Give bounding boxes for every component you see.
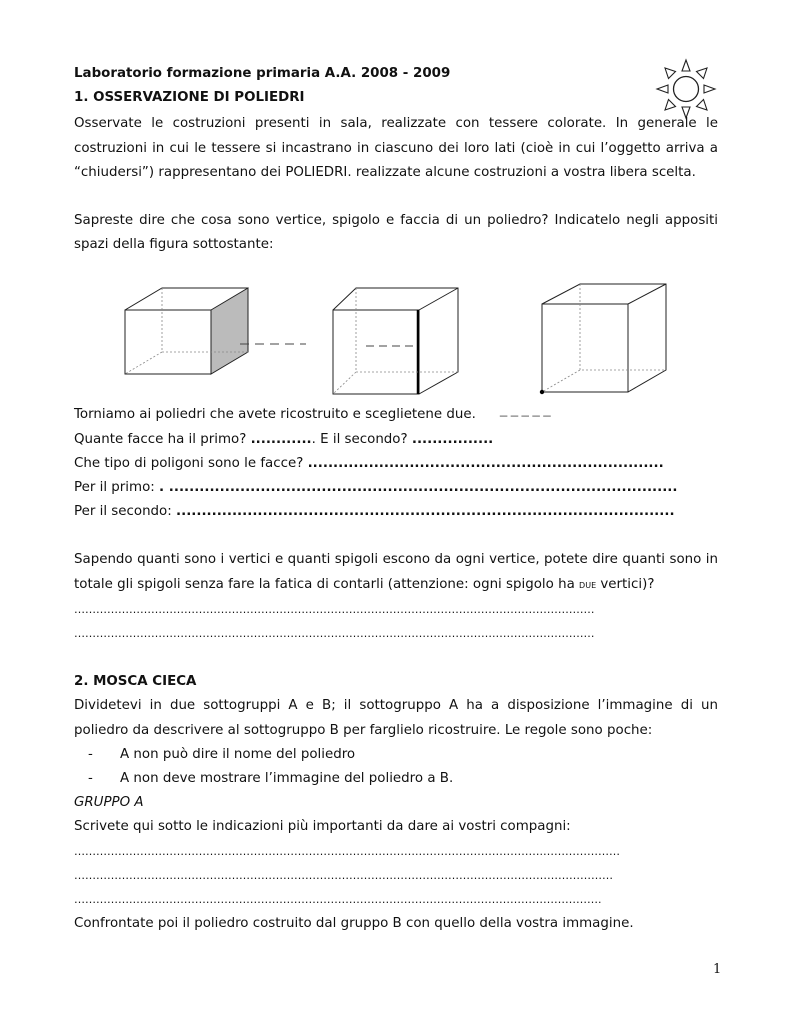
cube-bold-edge-icon [333, 288, 458, 394]
answer-line[interactable]: …………………………………………………………………………………………………….……………………… [74, 627, 595, 641]
group-instruction: Scrivete qui sotto le indicazioni più importanti da dare ai vostri compagni: [74, 819, 571, 835]
page-number: 1 [713, 962, 722, 977]
section-1-intro: Osservate le costruzioni presenti in sala, realizzate con tessere colorate. In generale le costruzioni in cui le tessere si incastrano in ciascuno dei loro lati (cioè in cui l’oggetto arriva a “chiudersi”) rappresentano dei POLIEDRI. realizzate alcune costruzioni a vostra libera scelta. [74, 116, 718, 180]
section-2-heading: 2. MOSCA CIECA [74, 674, 197, 690]
question-faces: Quante facce ha il primo? ............. E il secondo? ................ [74, 431, 494, 447]
section-1-question-parts: Sapreste dire che cosa sono vertice, spigolo e faccia di un poliedro? Indicatelo negli appositi spazi della figura sottostante: [74, 213, 718, 253]
question-second: Per il secondo: .................................................................................................. [74, 504, 675, 520]
section-1-heading: 1. OSSERVAZIONE DI POLIEDRI [74, 90, 305, 106]
answer-line[interactable]: ………………………………………………………………………………….…………………………….………………… [74, 844, 620, 858]
question-intro: Torniamo ai poliedri che avete ricostruito e sceglietene due. [74, 407, 476, 423]
rules-list [74, 743, 718, 791]
answer-line[interactable]: …………….…………………………………………………………………………….…………………………………. [74, 893, 602, 907]
question-edges: Sapendo quanti sono i vertici e quanti spigoli escono da ogni vertice, potete dire quanti sono in totale gli spigoli senza fare la fatica di contarli (attenzione: ogni spigolo ha DUE vertici)? [74, 552, 718, 592]
section-2-intro: Dividetevi in due sottogruppi A e B; il sottogruppo A ha a disposizione l’immagine di un poliedro da descrivere al sottogruppo B per farglielo ricostruire. Le regole sono poche: [74, 698, 718, 738]
vertex-label-placeholder: _ _ _ _ _ [500, 402, 551, 417]
document-title: Laboratorio formazione primaria A.A. 2008 - 2009 [74, 66, 451, 81]
question-first: Per il primo: . .................................................................................................... [74, 480, 678, 496]
rule-item: - A non deve mostrare l’immagine del poliedro a B. [88, 771, 454, 787]
document-body [74, 62, 718, 936]
cube-shaded-face-icon [125, 288, 306, 374]
question-polygons: Che tipo di poligoni sono le facce? ...................................................................... [74, 455, 664, 471]
rule-item: - A non può dire il nome del poliedro [88, 746, 356, 762]
closing-instruction: Confrontate poi il poliedro costruito dal gruppo B con quello della vostra immagine. [74, 916, 634, 932]
cube-vertex-dot-icon [499, 284, 666, 417]
answer-line[interactable]: ………………………………………………………………………………………………………………………………… [74, 868, 613, 882]
answer-line[interactable]: ……………………………………………………….…………………………………………………………………… [74, 602, 595, 616]
cubes-figure [110, 282, 690, 417]
group-label: GRUPPO A [74, 795, 144, 811]
